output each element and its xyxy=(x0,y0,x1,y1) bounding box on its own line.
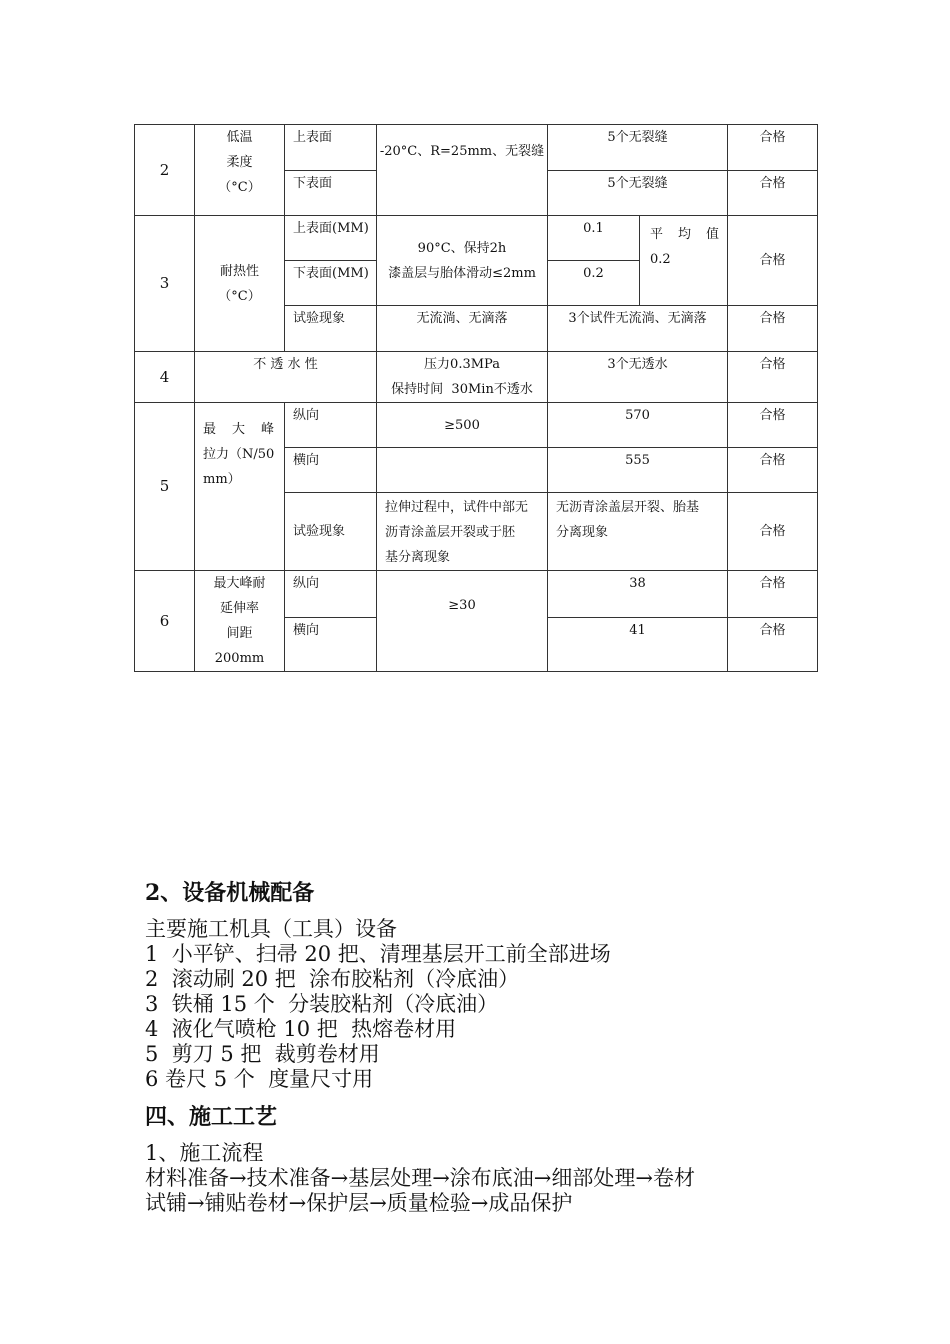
sub-item: 纵向 xyxy=(285,403,377,448)
verdict: 合格 xyxy=(728,493,818,571)
item-name: 不 透 水 性 xyxy=(195,352,377,403)
sub-item: 纵向 xyxy=(285,571,377,618)
item-name xyxy=(195,403,285,571)
verdict: 合格 xyxy=(728,171,818,216)
result-line: 分离现象 xyxy=(556,525,609,540)
item-char: 峰 xyxy=(260,422,274,437)
result: 3个无透水 xyxy=(548,352,728,403)
sub-item: 下表面(MM) xyxy=(285,261,377,306)
row-number: 5 xyxy=(135,403,195,571)
verdict: 合格 xyxy=(728,352,818,403)
list-item: 5 剪刀 5 把 裁剪卷材用 xyxy=(145,1042,380,1066)
result: 5个无裂缝 xyxy=(548,125,728,171)
item-line: 低温 xyxy=(226,130,253,145)
list-item: 6 卷尺 5 个 度量尺寸用 xyxy=(145,1067,374,1091)
sub-item: 试验现象 xyxy=(285,306,377,352)
average-cell xyxy=(640,216,728,306)
sub-item: 横向 xyxy=(285,617,377,671)
item-line: 200mm xyxy=(214,651,265,666)
requirement: 无流淌、无滴落 xyxy=(377,306,548,352)
table-row xyxy=(135,216,818,261)
req-line: 保持时间 30Min不透水 xyxy=(391,382,533,397)
verdict: 合格 xyxy=(728,448,818,493)
result: 38 xyxy=(548,571,728,618)
item-name xyxy=(195,571,285,672)
requirement xyxy=(377,216,548,306)
req-line: 基分离现象 xyxy=(385,550,451,565)
verdict: 合格 xyxy=(728,617,818,671)
item-line: 柔度 xyxy=(226,155,253,170)
measured-value: 0.1 xyxy=(548,216,640,261)
list-item: 2 滚动刷 20 把 涂布胶粘剂（冷底油） xyxy=(145,967,520,991)
verdict: 合格 xyxy=(728,306,818,352)
req-line: 压力0.3MPa xyxy=(424,357,500,372)
row-number: 4 xyxy=(135,352,195,403)
item-line: 延伸率 xyxy=(219,601,259,616)
sub-item: 上表面 xyxy=(285,125,377,171)
process-subheading: 1、施工流程 xyxy=(145,1141,264,1165)
requirement: ≥500 xyxy=(377,403,548,448)
process-flow-line: 材料准备→技术准备→基层处理→涂布底油→细部处理→卷材 xyxy=(145,1166,695,1190)
section-heading: 2、设备机械配备 xyxy=(145,880,315,906)
verdict: 合格 xyxy=(728,571,818,618)
process-flow-line: 试铺→铺贴卷材→保护层→质量检验→成品保护 xyxy=(145,1191,573,1215)
row-number: 3 xyxy=(135,216,195,352)
sub-item: 横向 xyxy=(285,448,377,493)
avg-char: 值 xyxy=(705,227,719,242)
requirement: -20°C、R=25mm、无裂缝 xyxy=(377,125,548,216)
table-row xyxy=(135,571,818,618)
list-item: 1 小平铲、扫帚 20 把、清理基层开工前全部进场 xyxy=(145,942,611,966)
item-line: 间距 xyxy=(226,626,253,641)
item-name xyxy=(195,125,285,216)
list-item: 4 液化气喷枪 10 把 热熔卷材用 xyxy=(145,1017,457,1041)
requirement: ≥30 xyxy=(377,571,548,672)
requirement xyxy=(377,352,548,403)
result: 555 xyxy=(548,448,728,493)
measured-value: 0.2 xyxy=(548,261,640,306)
row-number: 2 xyxy=(135,125,195,216)
verdict: 合格 xyxy=(728,403,818,448)
req-line: 拉伸过程中，试件中部无 xyxy=(385,500,529,515)
test-results-table xyxy=(134,124,818,672)
sub-item: 试验现象 xyxy=(285,493,377,571)
requirement-empty xyxy=(377,448,548,493)
result: 570 xyxy=(548,403,728,448)
result: 5个无裂缝 xyxy=(548,171,728,216)
result-line: 无沥青涂盖层开裂、胎基 xyxy=(556,500,700,515)
avg-char: 平 xyxy=(650,227,664,242)
req-line: 沥青涂盖层开裂或于胚 xyxy=(385,525,516,540)
sub-item: 下表面 xyxy=(285,171,377,216)
equipment-section xyxy=(145,881,825,1092)
requirement xyxy=(377,493,548,571)
item-char: 最 xyxy=(203,422,217,437)
item-line: 耐热性 xyxy=(219,263,259,279)
verdict: 合格 xyxy=(728,216,818,306)
result: 3个试件无流淌、无滴落 xyxy=(548,306,728,352)
section-heading: 四、施工工艺 xyxy=(145,1104,278,1130)
equipment-intro: 主要施工机具（工具）设备 xyxy=(145,917,397,941)
table-row xyxy=(135,352,818,403)
item-char: 大 xyxy=(231,422,245,437)
item-line: 拉力（N/50 xyxy=(203,447,275,462)
verdict: 合格 xyxy=(728,125,818,171)
process-section xyxy=(145,1105,825,1216)
avg-char: 均 xyxy=(677,227,691,242)
table-row xyxy=(135,125,818,171)
item-name xyxy=(195,216,285,352)
item-line: （°C） xyxy=(218,288,261,304)
list-item: 3 铁桶 15 个 分装胶粘剂（冷底油） xyxy=(145,992,499,1016)
req-line: 漆盖层与胎体滑动≤2mm xyxy=(388,265,536,281)
req-line: 90°C、保持2h xyxy=(417,240,507,256)
average-value: 0.2 xyxy=(650,252,671,267)
item-line: （°C） xyxy=(218,180,261,195)
result: 41 xyxy=(548,617,728,671)
sub-item: 上表面(MM) xyxy=(285,216,377,261)
item-line: mm） xyxy=(203,472,241,487)
row-number: 6 xyxy=(135,571,195,672)
result xyxy=(548,493,728,571)
table-row xyxy=(135,403,818,448)
item-line: 最大峰耐 xyxy=(213,576,266,591)
